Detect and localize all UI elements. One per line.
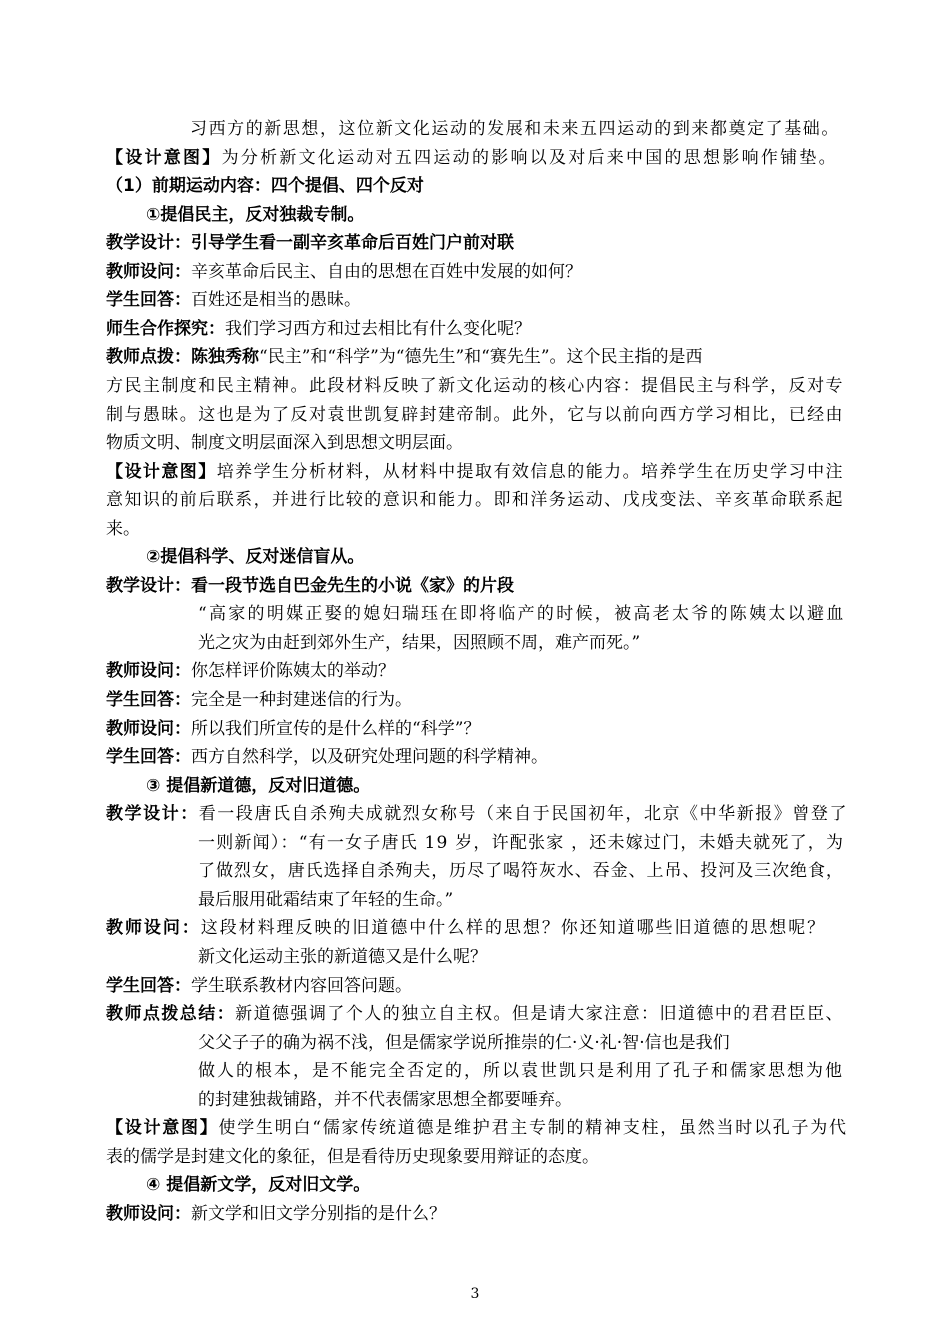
line-label: 【设计意图】 (106, 1118, 219, 1139)
text-line (106, 972, 412, 1000)
line-label: 学生回答： (106, 975, 191, 996)
text-line (106, 401, 844, 429)
text-line (106, 286, 361, 314)
line-label: 学生回答： (106, 290, 191, 311)
line-text: 百姓还是相当的愚昧。 (191, 290, 361, 311)
line-label: 教师设问： (106, 1203, 191, 1224)
text-line (106, 372, 844, 400)
line-text: 培养学生分析材料，从材料中提取有效信息的能力。培养学生在历史学习中注 (216, 461, 845, 482)
line-text: 父父子子的确为祸不浅，但是儒家学说所推崇的仁·义·礼·智·信也是我们 (198, 1032, 730, 1053)
line-label: 【设计意图】 (106, 461, 217, 482)
text-line (106, 572, 514, 600)
line-text: 意知识的前后联系，并进行比较的意识和能力。即和洋务运动、戊戌变法、辛亥革命联系起 (106, 490, 844, 511)
line-text: 光之灾为由赶到郊外生产，结果，因照顾不周，难产而死。” (198, 632, 641, 653)
text-line (106, 229, 514, 257)
line-text: 做人的根本，是不能完全否定的，所以袁世凯只是利用了孔子和儒家思想为他 (198, 1061, 844, 1082)
line-label: 师生合作探究： (106, 318, 225, 339)
line-label: 教学设计： (106, 804, 199, 825)
text-line (146, 543, 364, 571)
text-line (198, 1057, 844, 1085)
text-line (198, 1029, 730, 1057)
text-line (106, 1143, 599, 1171)
line-label: ④ 提倡新文学，反对旧文学。 (146, 1175, 371, 1196)
line-text: 制与愚昧。这也是为了反对袁世凯复辟封建帝制。此外，它与以前向西方学习相比，已经由 (106, 404, 844, 425)
line-label: 教师点拨总结： (106, 1004, 236, 1025)
line-label: 教师点拨：陈独秀称 (106, 347, 259, 368)
line-text: 这段材料理反映的旧道德中什么样的思想？你还知道哪些旧道德的思想呢？ (200, 918, 827, 939)
text-line (198, 629, 640, 657)
line-text: 为分析新文化运动对五四运动的影响以及对后来中国的思想影响作铺垫。 (221, 147, 838, 168)
text-line (106, 315, 531, 343)
text-line (146, 772, 370, 800)
text-line (190, 115, 840, 143)
line-text: 新文化运动主张的新道德又是什么呢？ (198, 946, 487, 967)
text-line (106, 343, 703, 371)
text-line (106, 686, 412, 714)
text-line (106, 743, 548, 771)
line-text: 一则新闻）：“有一女子唐氏 19 岁，许配张家 ，还未嫁过门，未婚夫就死了，为 (198, 832, 845, 853)
text-line (146, 1171, 370, 1199)
line-label: 学生回答： (106, 690, 191, 710)
text-line (198, 886, 453, 914)
line-text: 你怎样评价陈姨太的举动？ (191, 661, 395, 682)
line-label: 教师设问： (106, 661, 191, 682)
line-text: 学生联系教材内容回答问题。 (191, 975, 412, 996)
line-text: 西方自然科学，以及研究处理问题的科学精神。 (191, 747, 548, 768)
line-label: ②提倡科学、反对迷信盲从。 (146, 547, 365, 568)
text-line (106, 172, 424, 200)
line-label: 教学设计：引导学生看一副辛亥革命后百姓门户前对联 (106, 233, 514, 254)
line-label: 【设计意图】 (106, 147, 222, 168)
text-line (106, 715, 480, 743)
text-line (106, 486, 844, 514)
text-line (106, 1200, 446, 1228)
line-label: （1）前期运动内容：四个提倡、四个反对 (106, 176, 424, 197)
line-label: 教师设问： (106, 718, 191, 739)
text-line (106, 1114, 848, 1142)
line-text: 了做烈女，唐氏选择自杀殉夫，历尽了喝符灰水、吞金、上吊、投河及三次绝食， (198, 861, 844, 882)
text-line (106, 258, 582, 286)
line-label: 教师设问： (106, 261, 191, 282)
line-label: ①提倡民主，反对独裁专制。 (146, 204, 365, 225)
line-text: 新道德强调了个人的独立自主权。但是请大家注意：旧道德中的君君臣臣、 (235, 1004, 845, 1025)
line-label: 学生回答： (106, 747, 191, 768)
line-text: 新文学和旧文学分别指的是什么？ (191, 1203, 446, 1224)
line-label: 教师设问： (106, 918, 201, 939)
line-text: 方民主制度和民主精神。此段材料反映了新文化运动的核心内容：提倡民主与科学，反对专 (106, 375, 844, 396)
text-line (146, 201, 364, 229)
line-text: 所以我们所宣传的是什么样的“科学”？ (191, 718, 481, 739)
line-text: 使学生明白“儒家传统道德是维护君主专制的精神支柱，虽然当时以孔子为代 (218, 1118, 848, 1139)
line-label: 教学设计：看一段节选自巴金先生的小说《家》的片段 (106, 575, 514, 596)
text-line (106, 429, 463, 457)
line-text: 辛亥革命后民主、自由的思想在百姓中发展的如何？ (191, 261, 582, 282)
text-line (106, 800, 848, 828)
line-text: 物质文明、制度文明层面深入到思想文明层面。 (106, 433, 463, 454)
line-label: ③ 提倡新道德，反对旧道德。 (146, 775, 371, 796)
text-line (106, 515, 140, 543)
text-line (106, 1000, 844, 1028)
text-line (106, 914, 826, 942)
text-line (198, 600, 846, 628)
line-text: 我们学习西方和过去相比有什么变化呢？ (225, 318, 531, 339)
text-line (106, 458, 844, 486)
text-line (198, 857, 844, 885)
text-line (198, 1086, 572, 1114)
line-text: 习西方的新思想，这位新文化运动的发展和未来五四运动的到来都奠定了基础。 (190, 119, 840, 139)
line-text: 来。 (106, 518, 140, 539)
page-number: 3 (470, 1286, 480, 1302)
line-text: “民主”和“科学”为“德先生”和“赛先生”。这个民主指的是西 (259, 347, 703, 368)
text-line (198, 943, 487, 971)
line-text: “高家的明媒正娶的媳妇瑞珏在即将临产的时候，被高老太爷的陈姨太以避血 (198, 604, 846, 625)
text-line (198, 829, 844, 857)
line-text: 最后服用砒霜结束了年轻的生命。” (198, 889, 454, 910)
line-text: 看一段唐氏自杀殉夫成就烈女称号（来自于民国初年，北京《中华新报》曾登了 (198, 804, 848, 825)
text-line (106, 657, 395, 685)
text-line (106, 144, 838, 172)
line-text: 完全是一种封建迷信的行为。 (191, 690, 412, 710)
line-text: 的封建独裁铺路，并不代表儒家思想全都要唾弃。 (198, 1089, 572, 1110)
line-text: 表的儒学是封建文化的象征，但是看待历史现象要用辩证的态度。 (106, 1146, 599, 1167)
